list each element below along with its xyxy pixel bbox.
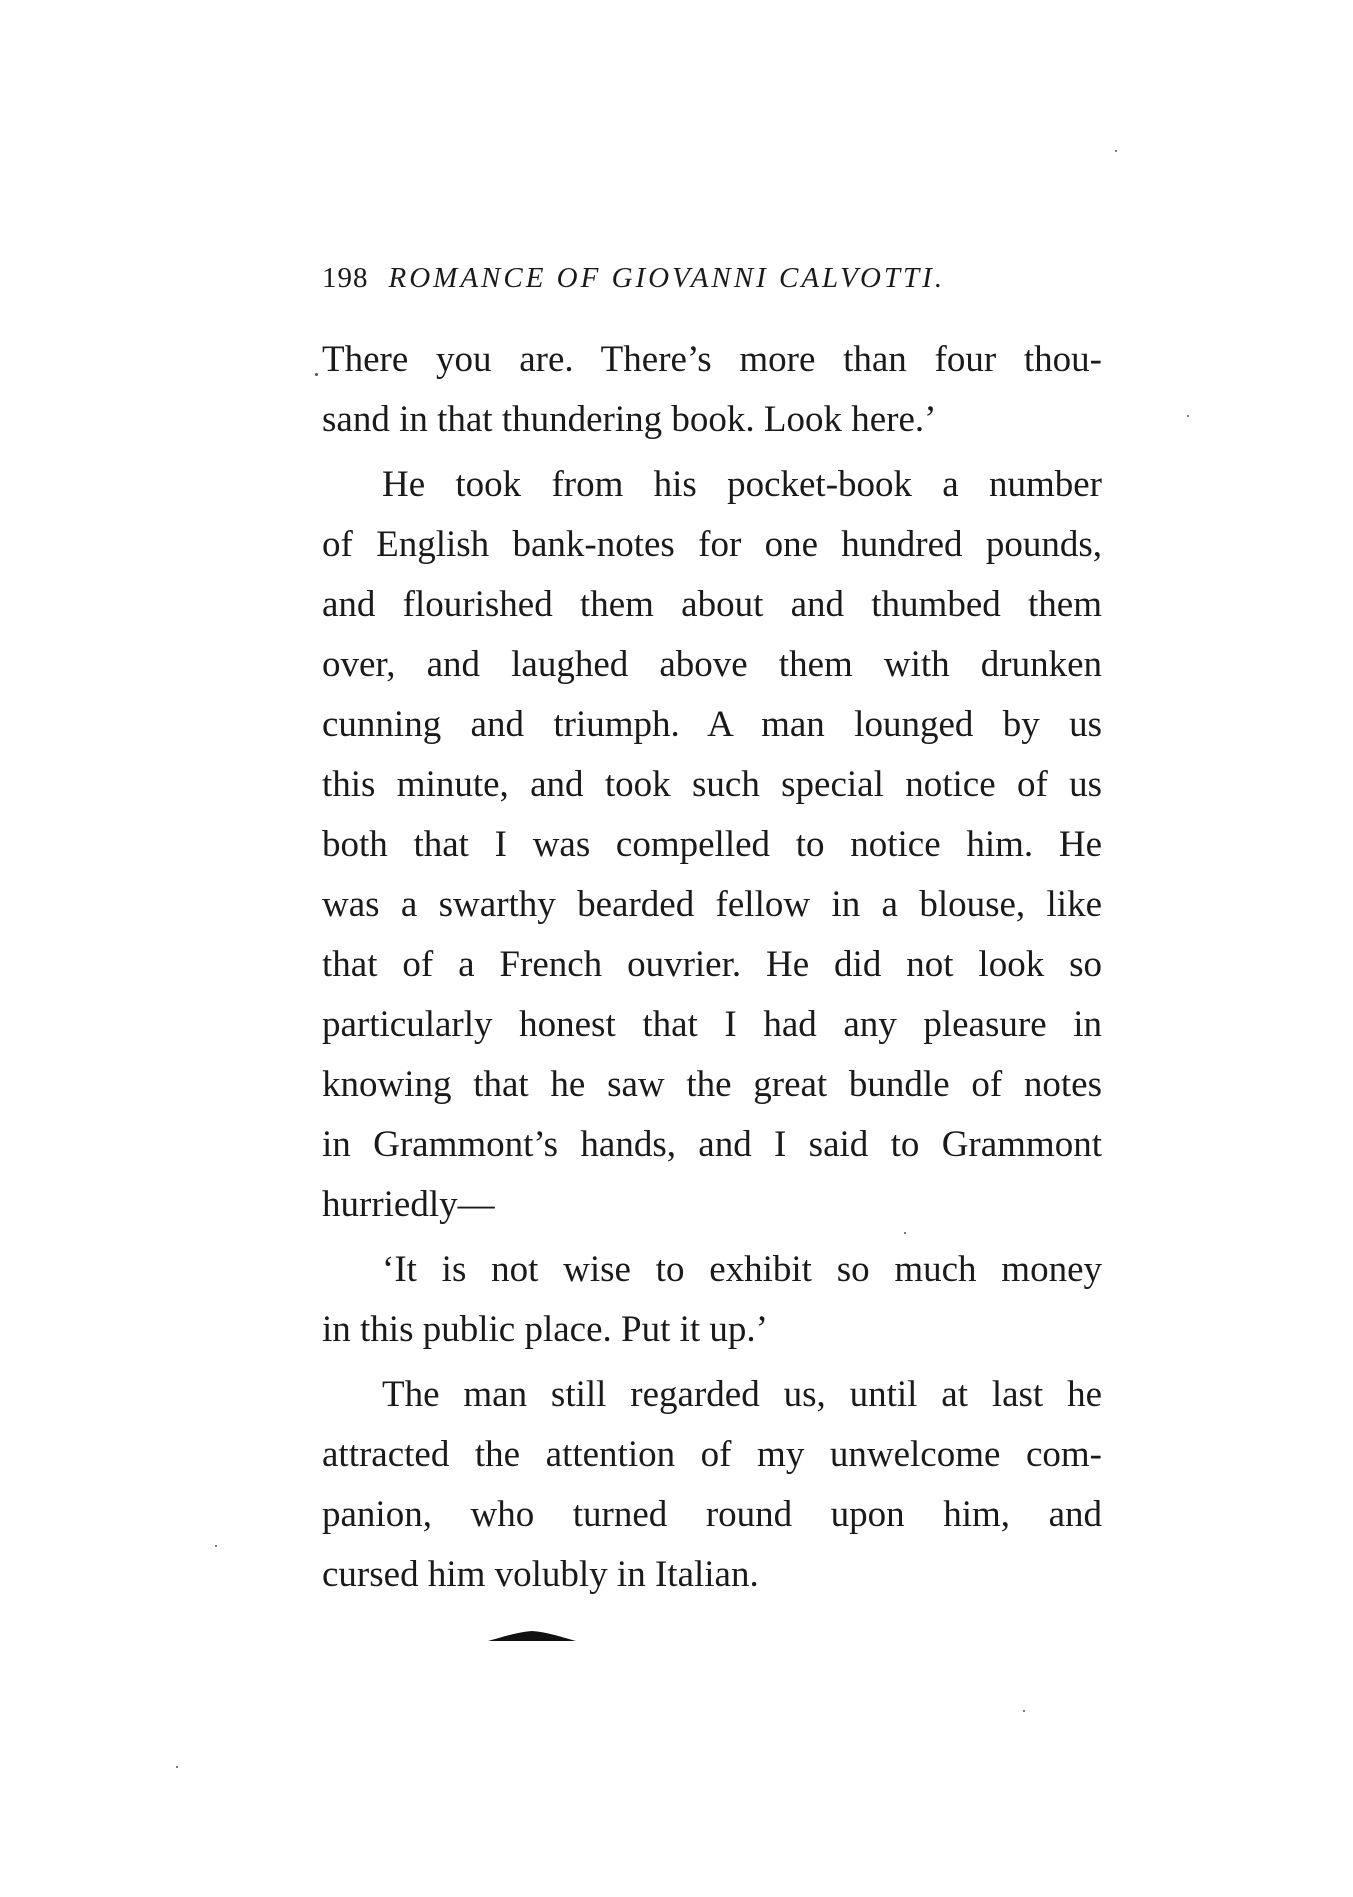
text-line: over, and laughed above them with drunken	[322, 644, 1102, 685]
text-line: cunning and triumph. A man lounged by us	[322, 704, 1102, 745]
scan-speck	[1115, 150, 1117, 152]
text-line: particularly honest that I had any pleasure in	[322, 1004, 1102, 1045]
text-line: ‘It is not wise to exhibit so much money	[382, 1249, 1102, 1290]
scan-speck	[315, 373, 318, 376]
scan-speck	[904, 1232, 906, 1234]
text-line: cursed him volubly in Italian.	[322, 1554, 759, 1595]
text-line: knowing that he saw the great bundle of notes	[322, 1064, 1102, 1105]
running-head	[322, 262, 945, 295]
text-line: that of a French ouvrier. He did not look so	[322, 944, 1102, 985]
text-line: attracted the attention of my unwelcome com-	[322, 1434, 1102, 1475]
running-title: ROMANCE OF GIOVANNI CALVOTTI.	[388, 262, 946, 294]
text-line: was a swarthy bearded fellow in a blouse, like	[322, 884, 1102, 925]
page-number: 198	[322, 262, 369, 294]
text-line: hurriedly—	[322, 1184, 495, 1225]
text-line: panion, who turned round upon him, and	[322, 1494, 1102, 1535]
scan-speck	[215, 1545, 217, 1547]
scan-speck	[1187, 415, 1189, 417]
text-line: in this public place. Put it up.’	[322, 1309, 769, 1350]
text-line: both that I was compelled to notice him. He	[322, 824, 1102, 865]
text-line: and flourished them about and thumbed them	[322, 584, 1102, 625]
scan-speck	[176, 1766, 178, 1768]
text-line: The man still regarded us, until at last he	[382, 1374, 1102, 1415]
text-line: He took from his pocket-book a number	[382, 464, 1102, 505]
scan-speck	[1023, 1710, 1025, 1712]
text-line: this minute, and took such special notice of us	[322, 764, 1102, 805]
text-line: sand in that thundering book. Look here.’	[322, 399, 937, 440]
text-line: There you are. There’s more than four thou-	[322, 339, 1102, 380]
text-line: in Grammont’s hands, and I said to Grammont	[322, 1124, 1102, 1165]
text-line: of English bank-notes for one hundred pounds,	[322, 524, 1102, 565]
tailpiece-ornament	[488, 1630, 576, 1644]
